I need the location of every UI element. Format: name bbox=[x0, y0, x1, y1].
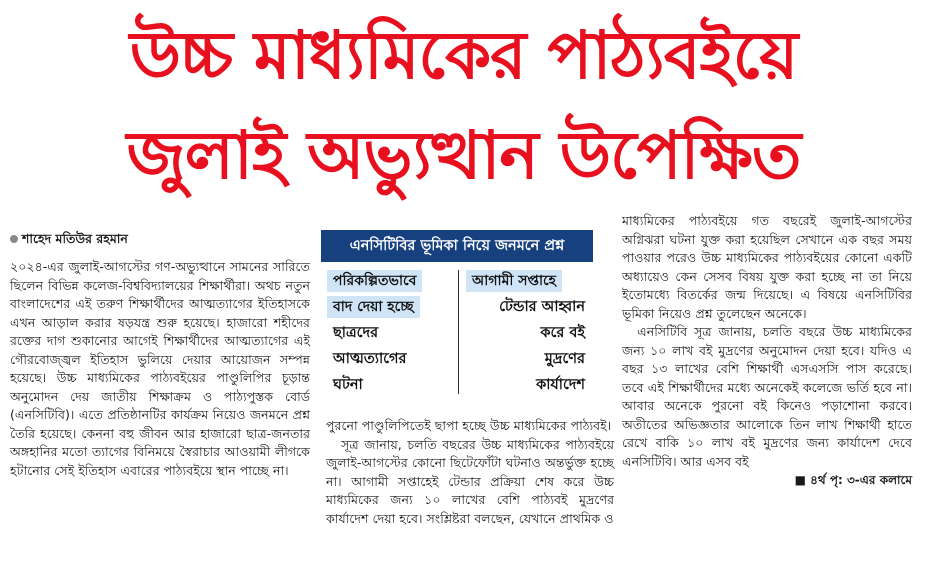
highlight-box-title: এনসিটিবির ভূমিকা নিয়ে জনমনে প্রশ্ন bbox=[321, 230, 593, 262]
byline-name: শাহেদ মতিউর রহমান bbox=[22, 231, 128, 246]
highlight-right-line: আগামী সপ্তাহে bbox=[466, 270, 562, 292]
column1-paragraph: ২০২৪-এর জুলাই-আগস্টের গণ-অভ্যুত্থানে সামনের সারিতে ছিলেন বিভিন্ন কলেজ-বিশ্ববিদ্যালয়ের শিক্ষার্থীরা। অথচ নতুন বাংলাদেশের এই তরুণ শিক্ষার্থীদের আত্মত্যাগের ইতিহাসকে এখন আড়াল করার ষড়যন্ত্র শুরু হয়েছে। হাজারো শহীদের রক্তের দাগ শুকানোর আগেই শিক্ষার্থীদের আত্মত্যাগের এই গৌরবোজ্জ্বল ইতিহাস ভুলিয়ে দেয়ার আয়োজন সম্পন্ন হয়েছে। উচ্চ মাধ্যমিকের পাঠ্যবইয়ের পাণ্ডুলিপির চূড়ান্ত অনুমোদন দেয় জাতীয় শিক্ষাক্রম ও পাঠ্যপুস্তক বোর্ড (এনসিটিবি)। এতে প্রতিষ্ঠানটির কার্যক্রম নিয়েও জনমনে প্রশ্ন তৈরি হয়েছে। কেননা বহু জীবন আর হাজারো ছাত্র-জনতার অঙ্গহানির মতো ত্যাগের বিনিময়ে স্বৈরাচার আওয়ামী লীগকে হটানোর সেই ইতিহাস এবারের পাঠ্যবইয়ে স্থান পাচ্ছে না। bbox=[10, 259, 310, 478]
article-column-3 bbox=[622, 212, 912, 490]
column3-paragraph-2: এনসিটিবি সূত্র জানায়, চলতি বছরে উচ্চ মাধ্যমিকের জন্য ১০ লাখ বই মুদ্রণের অনুমোদন দেয়া হবে। যদিও এ বছর ১৩ লাখের বেশি শিক্ষার্থী এসএসসি পাস করেছে। তবে এই শিক্ষার্থীদের মধ্যে অনেকেই কলেজে ভর্তি হবে না। আবার অনেকে পুরনো বই কিনেও পড়াশোনা করবে। অতীতের অভিজ্ঞতার আলোকে তিন লাখ শিক্ষার্থী হাতে রেখে বাকি ১০ লাখ বই মুদ্রণের জন্য কার্যাদেশ দেবে এনসিটিবি। আর এসব বই bbox=[622, 324, 912, 469]
article-column-2 bbox=[326, 417, 614, 528]
highlight-box bbox=[321, 230, 593, 402]
headline-line-2: জুলাই অভ্যুত্থান উপেক্ষিত bbox=[126, 117, 801, 194]
highlight-divider bbox=[458, 270, 459, 394]
bullet-icon bbox=[10, 235, 18, 243]
highlight-left-line: আত্মত্যাগের bbox=[333, 351, 407, 367]
highlight-left-line: ঘটনা bbox=[333, 377, 363, 393]
continuation-note[interactable]: ■ ৪র্থ পৃ: ৩-এর কলামে bbox=[794, 473, 912, 487]
article-column-1 bbox=[10, 258, 310, 480]
highlight-left-line: ছাত্রদের bbox=[333, 325, 379, 341]
headline-line-1: উচ্চ মাধ্যমিকের পাঠ্যবইয়ে bbox=[129, 17, 798, 94]
column2-paragraph-1: পুরনো পাণ্ডুলিপিতেই ছাপা হচ্ছে উচ্চ মাধ্যমিকের পাঠ্যবই। bbox=[326, 418, 612, 433]
highlight-right-line: কার্যাদেশ bbox=[536, 377, 585, 393]
highlight-left-line: বাদ দেয়া হচ্ছে bbox=[327, 296, 420, 318]
highlight-right-line: মুদ্রণের bbox=[544, 351, 585, 367]
byline bbox=[10, 231, 128, 251]
highlight-right-line: করে বই bbox=[540, 325, 585, 341]
column3-paragraph-1: মাধ্যমিকের পাঠ্যবইয়ে গত বছরেই জুলাই-আগস্টের অগ্নিঝরা ঘটনা যুক্ত করা হয়েছিল সেখানে এক বছর সময় পাওয়ার পরেও উচ্চ মাধ্যমিকের পাঠ্যবইয়ের কোনো একটি অধ্যায়েও কেন সেসব বিষয় যুক্ত করা হচ্ছে না তা নিয়ে ইতোমধ্যে বিতর্কের জন্ম দিয়েছে। এ বিষয়ে এনসিটিবির ভূমিকা নিয়েও প্রশ্ন তুলেছেন অনেকে। bbox=[622, 213, 912, 321]
column2-paragraph-2: সূত্র জানায়, চলতি বছরের উচ্চ মাধ্যমিকের পাঠ্যবইয়ে জুলাই-আগস্টের কোনো ছিটেফোঁটা ঘটনাও অন্তর্ভুক্ত হচ্ছে না। আগামী সপ্তাহেই টেন্ডার প্রক্রিয়া শেষ করে উচ্চ মাধ্যমিকের জন্য ১০ লাখের বেশি পাঠ্যবই মুদ্রণের কার্যাদেশ দেয়া হবে। সংশ্লিষ্টরা বলছেন, যেখানে প্রাথমিক ও bbox=[326, 436, 614, 526]
highlight-left-line: পরিকল্পিতভাবে bbox=[327, 270, 422, 292]
highlight-right-line: টেন্ডার আহ্বান bbox=[499, 299, 585, 315]
